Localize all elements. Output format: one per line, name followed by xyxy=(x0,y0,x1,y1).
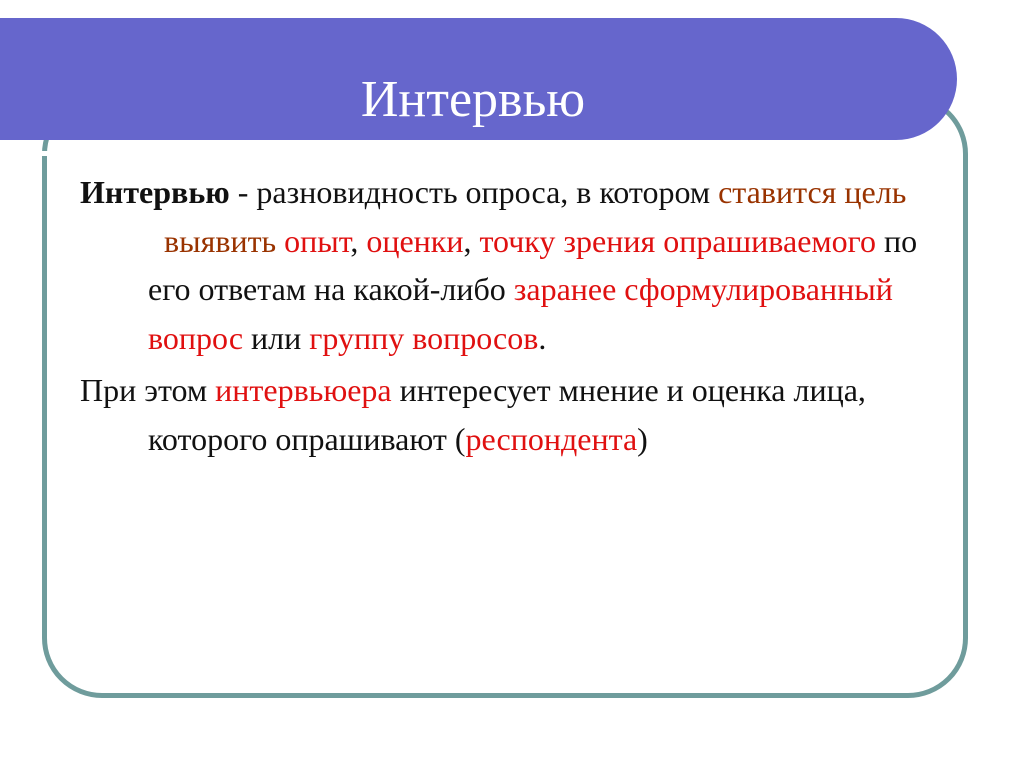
text-span: или xyxy=(243,319,310,356)
interviewer-paragraph xyxy=(80,366,940,463)
text-span: по его ответам на какой-либо xyxy=(148,222,918,307)
text-span: При этом xyxy=(80,372,216,408)
slide-title: Интервью xyxy=(360,71,586,128)
text-span xyxy=(148,223,164,259)
highlight-experience: опыт xyxy=(284,222,351,259)
highlight-goal: ставится цель xyxy=(718,174,907,210)
title-bar xyxy=(0,18,957,140)
highlight-preformulated-question: заранее сформулированный вопрос xyxy=(148,271,893,356)
text-span: , xyxy=(463,222,480,259)
highlight-assessments: оценки xyxy=(366,222,464,259)
slide-body xyxy=(80,168,940,467)
text-span: интересует мнение и оценка лица, которого опрашивают ( xyxy=(148,372,866,457)
text-span: - разновидность опроса, в котором xyxy=(229,174,719,210)
text-span: . xyxy=(538,319,547,356)
text-span: ) xyxy=(637,420,648,457)
highlight-respondent: респондента xyxy=(465,420,638,457)
title-underline xyxy=(0,151,903,156)
text-span xyxy=(276,223,284,259)
highlight-viewpoint: точку зрения опрашиваемого xyxy=(479,222,876,259)
highlight-reveal: выявить xyxy=(164,222,277,259)
highlight-interviewer: интервьюера xyxy=(215,372,392,408)
text-span: , xyxy=(350,222,367,259)
definition-paragraph xyxy=(80,168,940,362)
highlight-question-group: группу вопросов xyxy=(309,319,539,356)
term-interview: Интервью xyxy=(80,174,230,210)
